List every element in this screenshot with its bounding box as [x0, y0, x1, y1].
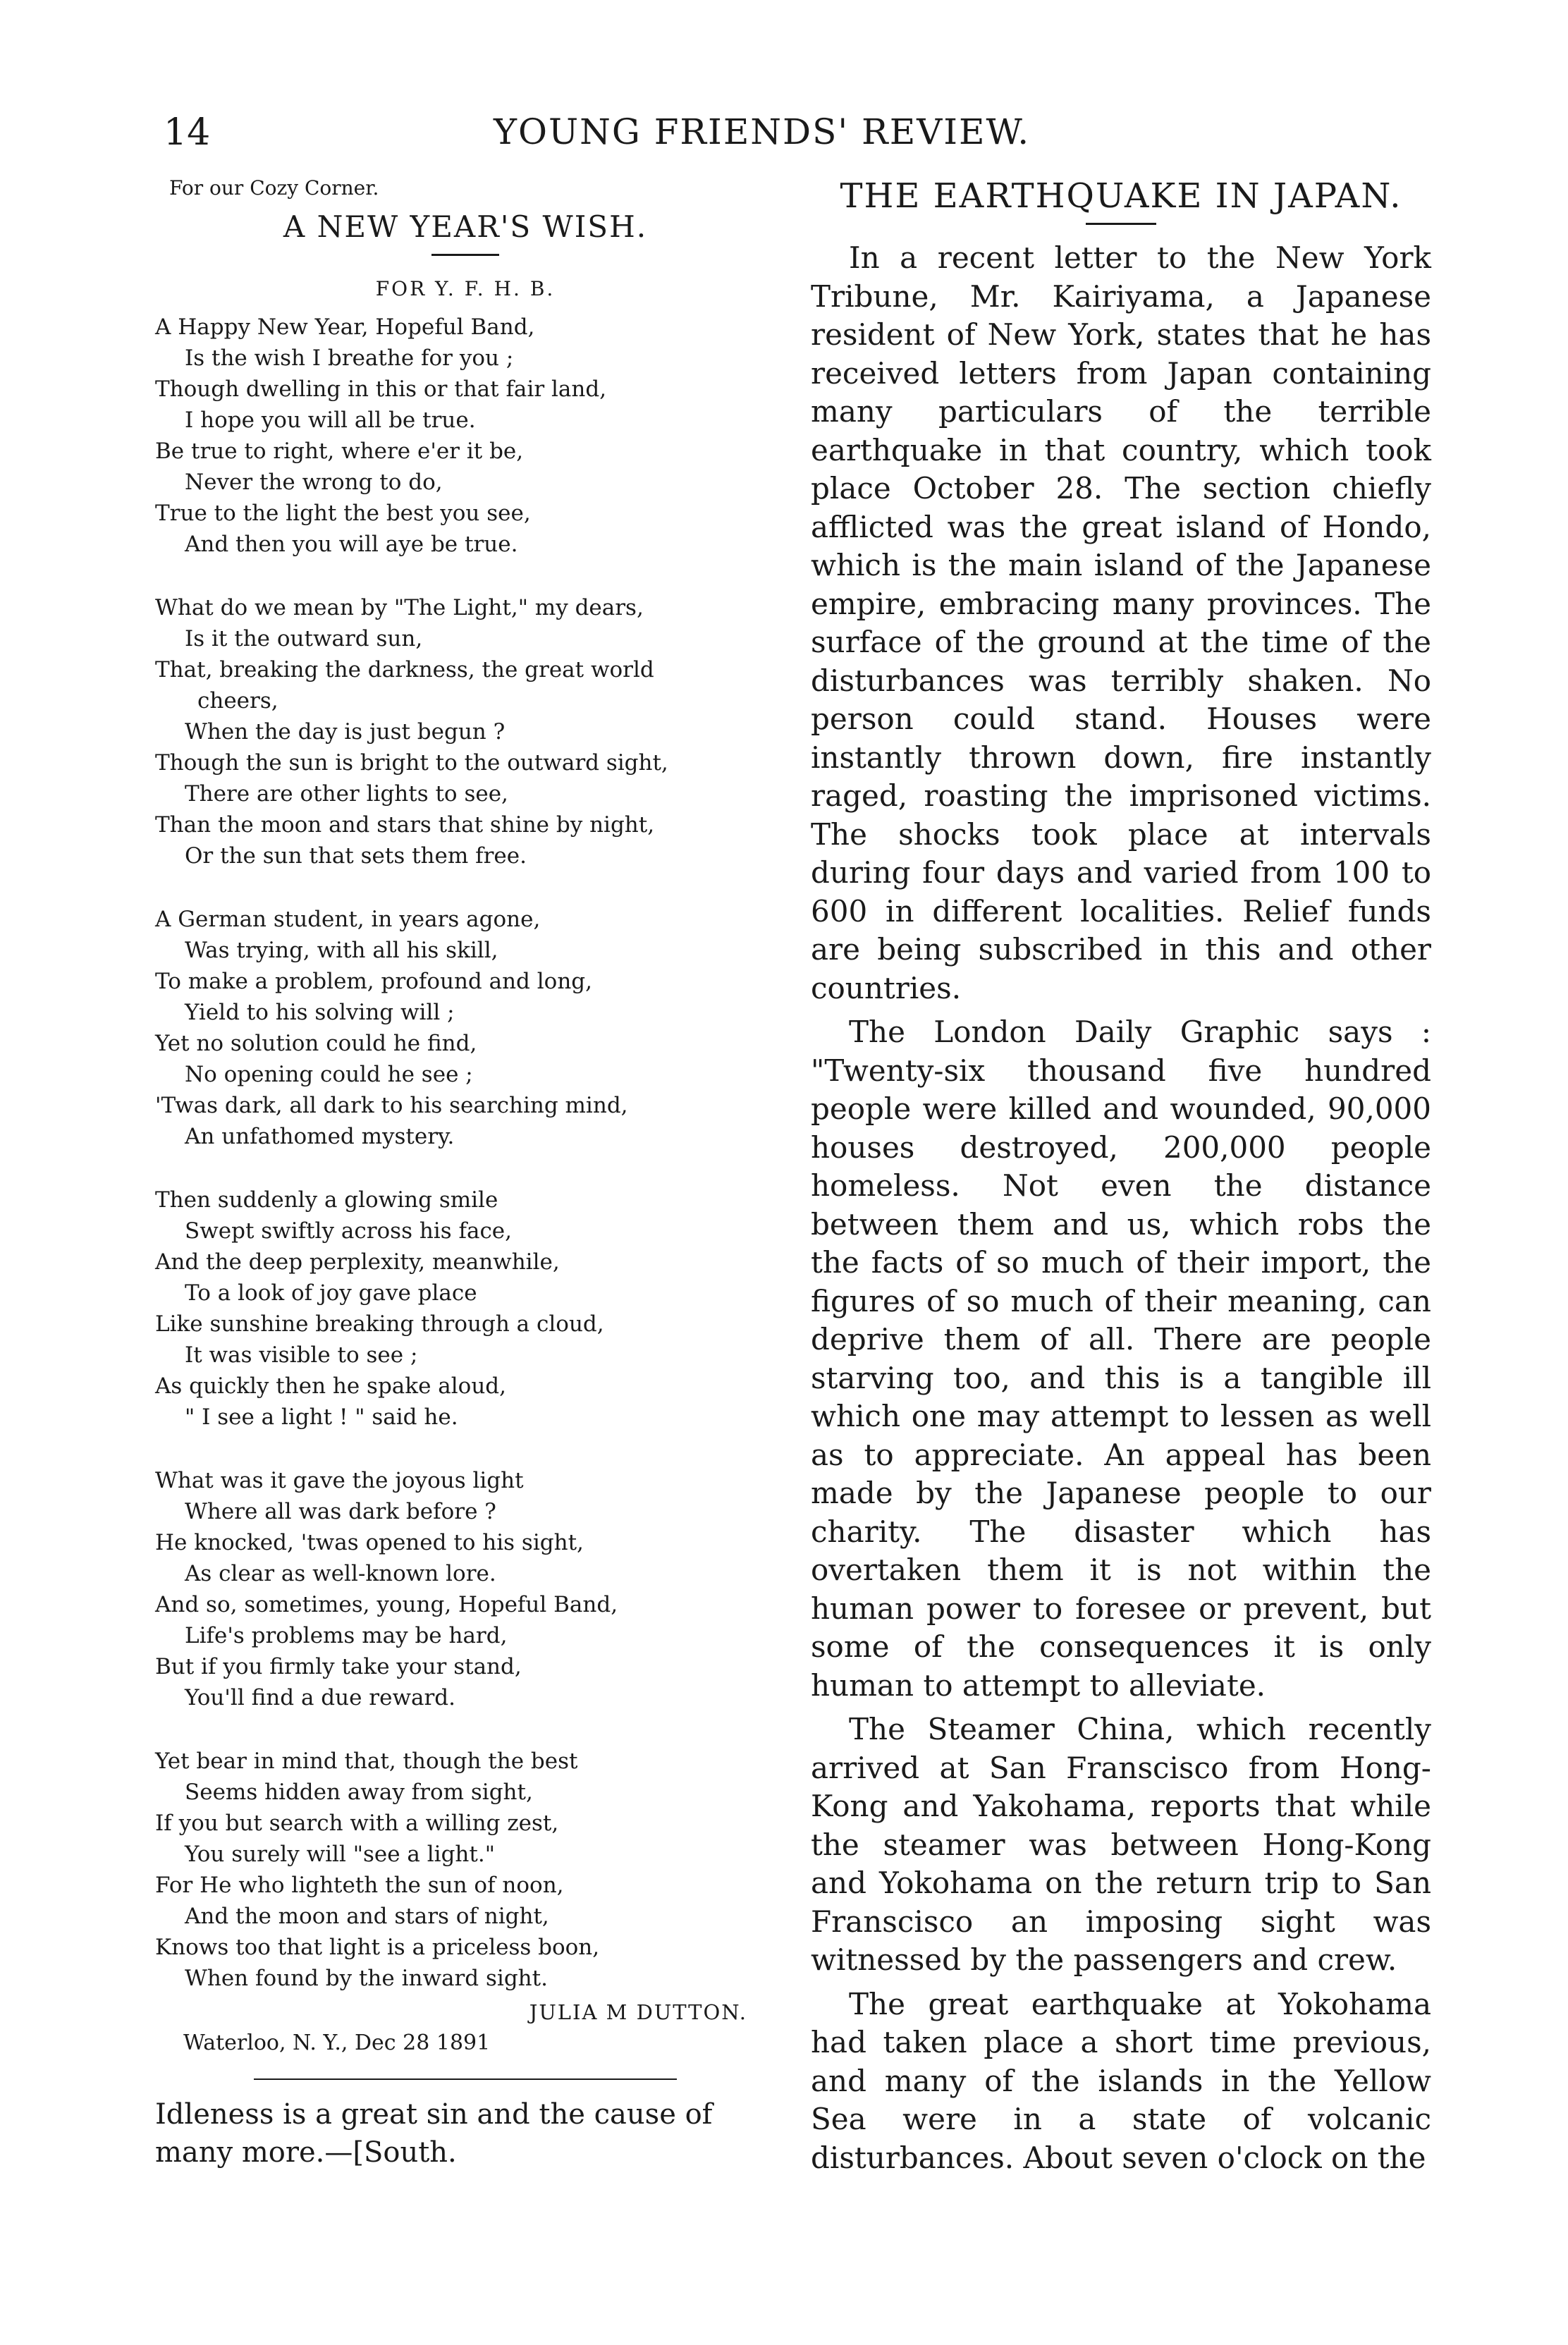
poem-line: As quickly then he spake aloud,	[155, 1373, 506, 1399]
poem-line: Never the wrong to do,	[185, 470, 443, 495]
poem-line: True to the light the best you see,	[155, 501, 531, 526]
poem-line: There are other lights to see,	[185, 781, 508, 807]
poem-stanza	[155, 592, 776, 871]
poem-line: Where all was dark before ?	[185, 1499, 496, 1524]
poem-line: A German student, in years agone,	[155, 907, 541, 932]
poem-line: Yet bear in mind that, though the best	[155, 1749, 578, 1774]
poem-line: Is the wish I breathe for you ;	[185, 345, 514, 371]
poem-line: Than the moon and stars that shine by night,	[155, 812, 655, 838]
poem-stanza	[155, 904, 776, 1152]
poem-line: And then you will aye be true.	[185, 532, 518, 557]
poem-line: Was trying, with all his skill,	[185, 938, 498, 963]
poem-line: Yield to his solving will ;	[185, 1000, 455, 1025]
poem-line: When found by the inward sight.	[185, 1966, 548, 1991]
poem-stanza	[155, 1184, 776, 1433]
poem-line: An unfathomed mystery.	[185, 1124, 455, 1149]
poem-line: Knows too that light is a priceless boon,	[155, 1935, 600, 1960]
poem-line: Like sunshine breaking through a cloud,	[155, 1311, 604, 1337]
poem-dateline: Waterloo, N. Y., Dec 28 1891	[183, 2031, 491, 2055]
poem-line: Be true to right, where e'er it be,	[155, 439, 524, 464]
poem-dedication: FOR Y. F. H. B.	[375, 277, 556, 300]
poem-line: You'll find a due reward.	[185, 1685, 455, 1710]
poem-line: Or the sun that sets them free.	[185, 843, 527, 869]
poem-line: But if you firmly take your stand,	[155, 1654, 522, 1679]
section-kicker: For our Cozy Corner.	[169, 176, 379, 200]
right-column	[811, 176, 1431, 2183]
poem-line: A Happy New Year, Hopeful Band,	[155, 314, 535, 340]
page-number: 14	[164, 111, 211, 154]
poem-line: 'Twas dark, all dark to his searching mind,	[155, 1093, 628, 1118]
poem-title: A NEW YEAR'S WISH.	[283, 209, 648, 244]
left-column	[155, 176, 776, 2172]
poem-line: Seems hidden away from sight,	[185, 1780, 533, 1805]
article-paragraph: In a recent letter to the New York Tribune, Mr. Kairiyama, a Japanese resident of New York, states that he has received letters from Japan containing many particulars of the terrible earthquake in that country, which took place October 28. The section chiefly afflicted was the great island of Hondo, which is the main island of the Japanese empire, embracing many provinces. The surface of the ground at the time of the disturbances was terribly shaken. No person could stand. Houses were instantly thrown down, fire instantly raged, roasting the imprisoned victims. The shocks took place at intervals during four days and varied from 100 to 600 in different localities. Relief funds are being subscribed in this and other countries.	[811, 240, 1431, 1005]
poem-line: Is it the outward sun,	[185, 626, 423, 651]
poem-line: Yet no solution could he find,	[155, 1031, 477, 1056]
poem-line: cheers,	[197, 688, 278, 714]
poem-stanza	[155, 1465, 776, 1713]
article-paragraph: The London Daily Graphic says : "Twenty-six thousand five hundred people were killed and wounded, 90,000 houses destroyed, 200,000 people homeless. Not even the distance between them and us, which robs the the facts of so much of their import, the figures of so much of their meaning, can deprive them of all. There are people starving too, and this is a tangible ill which one may attempt to lessen as well as to appreciate. An appeal has been made by the Japanese people to our charity. The disaster which has overtaken them it is not within the human power to foresee or prevent, but some of the consequences it is only human to attempt to alleviate.	[811, 1015, 1431, 1703]
poem-line: What do we mean by "The Light," my dears,	[155, 595, 644, 620]
filler-quote: Idleness is a great sin and the cause of many more.—[South.	[155, 2098, 713, 2169]
poem-line: No opening could he see ;	[185, 1062, 473, 1087]
title-rule	[1086, 223, 1156, 225]
poem-line: You surely will "see a light."	[185, 1842, 495, 1867]
poem-stanza	[155, 312, 776, 560]
poem-line: And so, sometimes, young, Hopeful Band,	[155, 1592, 618, 1617]
poem-line: And the deep perplexity, meanwhile,	[155, 1249, 560, 1275]
poem-line: When the day is just begun ?	[185, 719, 506, 745]
poem-line: Though dwelling in this or that fair land,	[155, 376, 607, 402]
article-title: THE EARTHQUAKE IN JAPAN.	[840, 176, 1402, 216]
article-paragraph: The Steamer China, which recently arrived at San Franscisco from Hong-Kong and Yakohama, reports that while the steamer was between Hong-Kong and Yokohama on the return trip to San Franscisco an imposing sight was witnessed by the passengers and crew.	[811, 1712, 1431, 1977]
running-head: YOUNG FRIENDS' REVIEW.	[494, 111, 1031, 152]
poem-line: " I see a light ! " said he.	[185, 1404, 458, 1430]
poem-stanza	[155, 1746, 776, 1994]
title-rule	[431, 254, 499, 256]
poem-line: Life's problems may be hard,	[185, 1623, 508, 1648]
page-header	[0, 107, 1568, 164]
article-paragraph: The great earthquake at Yokohama had taken place a short time previous, and many of the islands in the Yellow Sea were in a state of volcanic disturbances. About seven o'clock on the	[811, 1986, 1431, 2175]
poem-line: Then suddenly a glowing smile	[155, 1187, 498, 1213]
poem-line: If you but search with a willing zest,	[155, 1811, 559, 1836]
poem-line: That, breaking the darkness, the great world	[155, 657, 654, 682]
poem-line: Swept swiftly across his face,	[185, 1218, 513, 1244]
poem-line: To a look of joy gave place	[185, 1280, 477, 1306]
poem-line: Though the sun is bright to the outward sight,	[155, 750, 668, 776]
poem-line: What was it gave the joyous light	[155, 1468, 524, 1493]
poem-signature: JULIA M DUTTON.	[529, 2000, 747, 2024]
poem-line: And the moon and stars of night,	[185, 1904, 549, 1929]
poem-line: For He who lighteth the sun of noon,	[155, 1873, 564, 1898]
poem-line: To make a problem, profound and long,	[155, 969, 592, 994]
section-divider	[254, 2078, 677, 2080]
poem-line: It was visible to see ;	[185, 1342, 418, 1368]
poem-line: I hope you will all be true.	[185, 408, 476, 433]
poem-line: He knocked, 'twas opened to his sight,	[155, 1530, 584, 1555]
poem-line: As clear as well-known lore.	[185, 1561, 496, 1586]
